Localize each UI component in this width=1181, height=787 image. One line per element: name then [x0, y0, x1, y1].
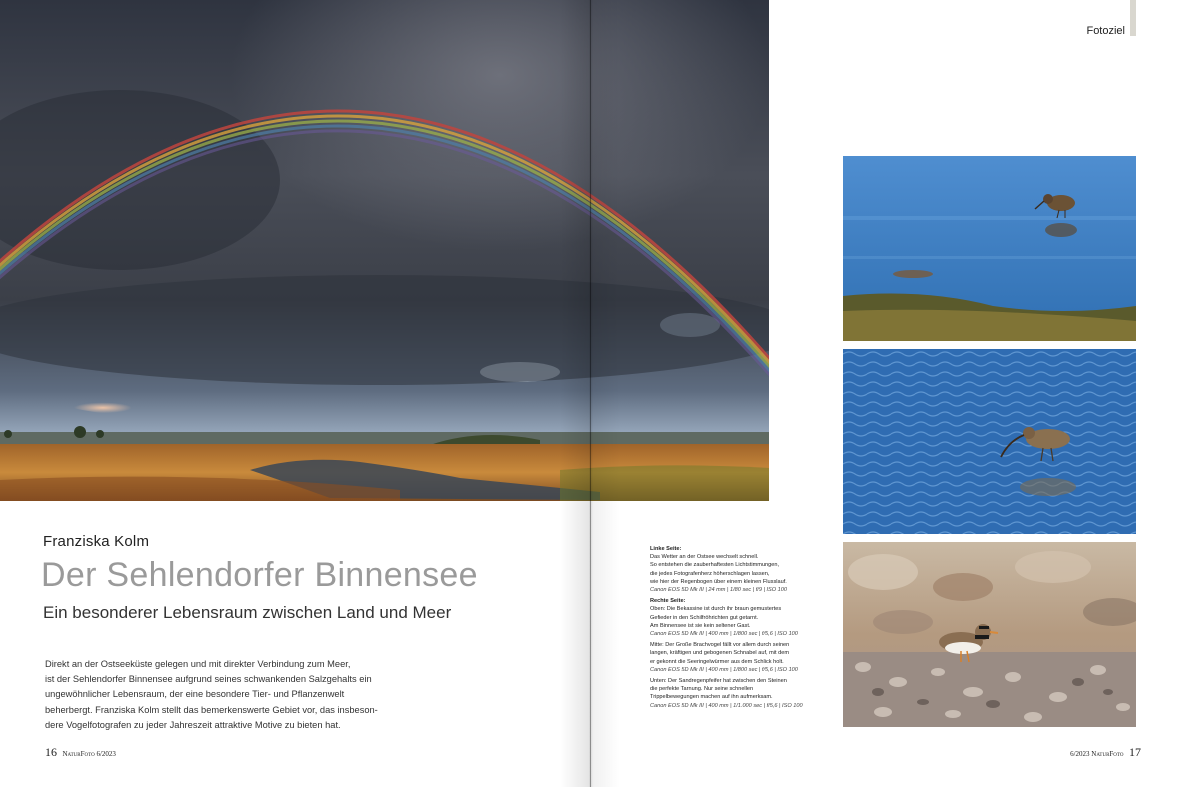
caption-line: Mitte: Der Große Brachvogel fällt vor allem durch seinen — [650, 642, 790, 649]
caption-line: wie hier der Regenbogen über einem kleinen Flusslauf. — [650, 578, 787, 585]
left-magazine-label: NaturFoto 6/2023 — [62, 750, 116, 758]
caption-heading: Linke Seite: — [650, 546, 682, 552]
photo-captions — [650, 545, 815, 713]
caption-block — [650, 641, 815, 674]
right-folio — [1070, 745, 1141, 760]
caption-line: Am Binnensee ist sie kein seltener Gast. — [650, 622, 751, 629]
caption-line: So entstehen die zauberhaftesten Lichtstimmungen, — [650, 562, 780, 569]
curlew-photo — [843, 349, 1136, 534]
caption-line: Unten: Der Sandregenpfeifer hat zwischen den Steinen — [650, 678, 787, 685]
left-folio — [45, 745, 116, 760]
caption-line: er gekonnt die Seeringelwürmer aus dem Schlick holt. — [650, 658, 784, 665]
caption-line: Das Wetter an der Ostsee wechselt schnell. — [650, 554, 759, 561]
caption-meta: Canon EOS 5D Mk III | 400 mm | 1/1.000 sec | f/5,6 | ISO 100 — [650, 702, 803, 709]
author-name: Franziska Kolm — [43, 533, 150, 550]
article-title: Der Sehlendorfer Binnensee — [41, 556, 478, 594]
section-marker-bar — [1130, 0, 1136, 36]
caption-block — [650, 677, 815, 710]
caption-line: Gefieder in den Schilfröhrichten gut getarnt. — [650, 614, 759, 621]
left-page-number: 16 — [45, 745, 57, 759]
section-label: Fotoziel — [1086, 25, 1125, 37]
caption-line: die jedes Fotografenherz höherschlagen lassen, — [650, 570, 770, 577]
caption-block — [650, 545, 815, 594]
caption-line: Oben: Die Bekassine ist durch ihr braun gemustertes — [650, 606, 782, 613]
intro-paragraph — [45, 657, 415, 733]
caption-meta: Canon EOS 5D Mk III | 24 mm | 1/80 sec | f/9 | ISO 100 — [650, 587, 788, 594]
caption-line: Trippelbewegungen machen auf ihn aufmerksam. — [650, 694, 773, 701]
caption-heading: Rechte Seite: — [650, 598, 686, 605]
caption-block — [650, 597, 815, 638]
intro-line: beherbergt. Franziska Kolm stellt das bemerkenswerte Gebiet vor, das insbeson- — [45, 704, 378, 715]
intro-line: ist der Sehlendorfer Binnensee aufgrund seines schwankenden Salzgehalts ein — [45, 674, 372, 685]
article-subtitle: Ein besonderer Lebensraum zwischen Land und Meer — [43, 603, 452, 622]
page-fold — [590, 0, 591, 787]
caption-line: langen, kräftigen und gebogenen Schnabel auf, mit dem — [650, 650, 790, 657]
intro-line: dere Vogelfotografen zu jeder Jahreszeit attraktive Motive zu bieten hat. — [45, 719, 341, 730]
intro-line: Direkt an der Ostseeküste gelegen und mit direkter Verbindung zum Meer, — [45, 659, 351, 669]
caption-meta: Canon EOS 5D Mk III | 400 mm | 1/800 sec | f/5,6 | ISO 100 — [650, 631, 798, 638]
caption-meta: Canon EOS 5D Mk III | 400 mm | 1/800 sec | f/5,6 | ISO 100 — [650, 666, 798, 673]
intro-line: ungewöhnlicher Lebensraum, der eine besondere Tier- und Pflanzenwelt — [45, 689, 345, 700]
right-page-number: 17 — [1129, 745, 1141, 759]
rainbow-landscape-photo — [0, 0, 769, 501]
right-magazine-label: 6/2023 NaturFoto — [1070, 750, 1124, 758]
caption-line: die perfekte Tarnung. Nur seine schnellen — [650, 686, 754, 693]
snipe-photo — [843, 156, 1136, 341]
plover-photo — [843, 542, 1136, 727]
